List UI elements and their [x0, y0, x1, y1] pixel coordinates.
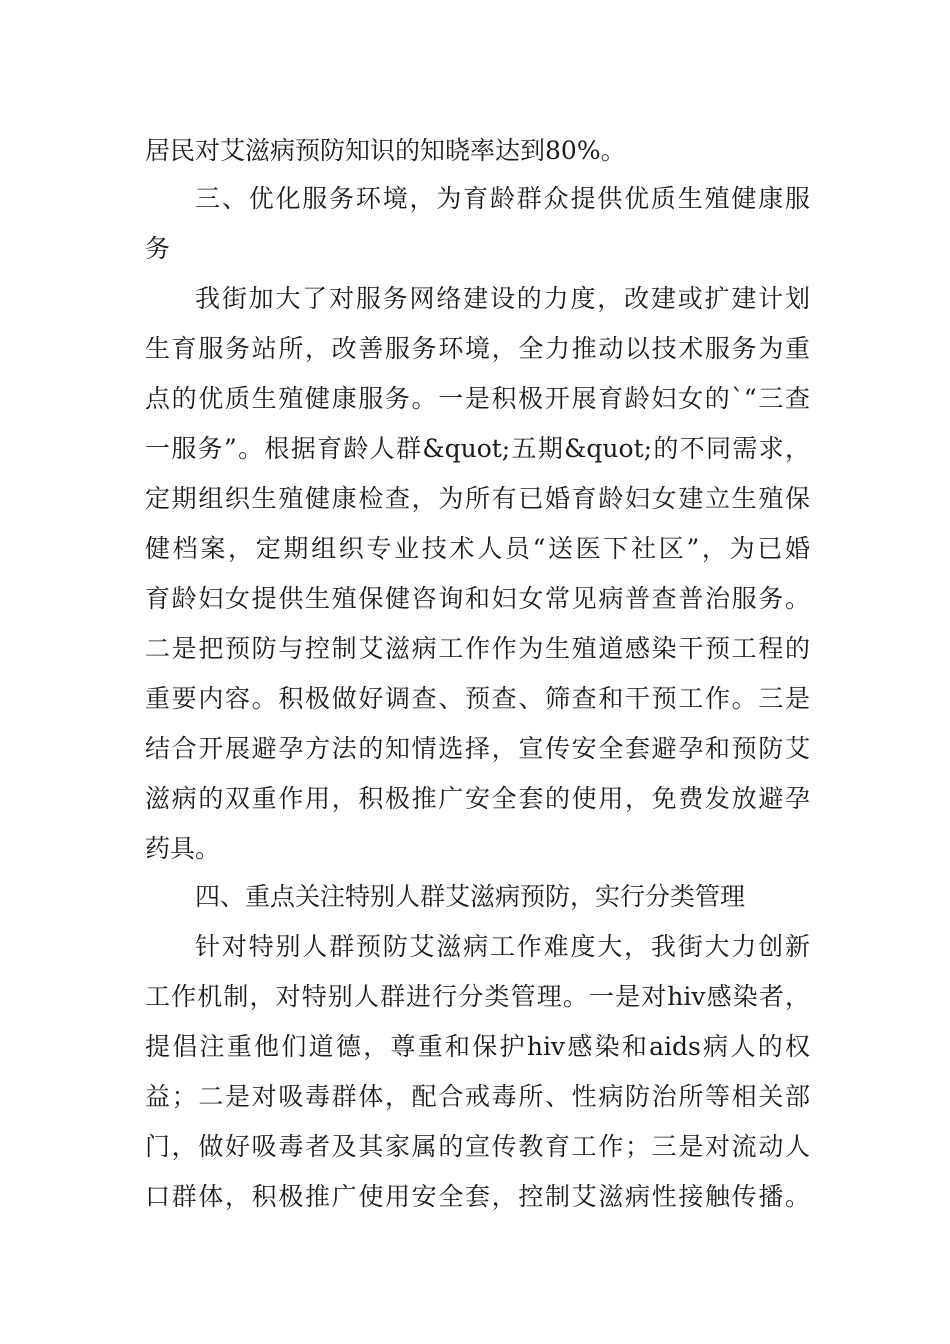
section-heading-continuation: 务 [145, 234, 171, 263]
body-text-line: 我街加大了对服务网络建设的力度，改建或扩建计划 [195, 284, 810, 313]
body-text-line: 益；二是对吸毒群体，配合戒毒所、性病防治所等相关部 [145, 1082, 810, 1111]
body-text-line: 定期组织生殖健康检查，为所有已婚育龄妇女建立生殖保 [145, 484, 810, 513]
body-text-line: 健档案，定期组织专业技术人员“送医下社区”，为已婚 [145, 534, 810, 563]
body-text-line: 结合开展避孕方法的知情选择，宣传安全套避孕和预防艾 [145, 734, 810, 763]
body-text-line: 育龄妇女提供生殖保健咨询和妇女常见病普查普治服务。 [145, 584, 810, 613]
body-text-line: 一服务”。根据育龄人群&quot;五期&quot;的不同需求， [145, 434, 810, 463]
body-text-line: 提倡注重他们道德，尊重和保护hiv感染和aids病人的权 [145, 1032, 810, 1061]
section-heading: 四、重点关注特别人群艾滋病预防，实行分类管理 [195, 882, 746, 911]
body-text-line: 居民对艾滋病预防知识的知晓率达到80%。 [145, 136, 626, 165]
body-text-line: 针对特别人群预防艾滋病工作难度大，我街大力创新 [195, 932, 810, 961]
body-text-line: 二是把预防与控制艾滋病工作作为生殖道感染干预工程的 [145, 634, 810, 663]
body-text-line: 点的优质生殖健康服务。一是积极开展育龄妇女的`“三查 [145, 384, 810, 413]
body-text-line: 药具。 [145, 834, 221, 863]
section-heading: 三、优化服务环境，为育龄群众提供优质生殖健康服 [195, 184, 810, 213]
body-text-line: 口群体，积极推广使用安全套，控制艾滋病性接触传播。 [145, 1182, 810, 1211]
body-text-line: 生育服务站所，改善服务环境，全力推动以技术服务为重 [145, 334, 810, 363]
body-text-line: 工作机制，对特别人群进行分类管理。一是对hiv感染者， [145, 982, 810, 1011]
body-text-line: 重要内容。积极做好调查、预查、筛查和干预工作。三是 [145, 684, 810, 713]
body-text-line: 门，做好吸毒者及其家属的宣传教育工作；三是对流动人 [145, 1132, 810, 1161]
body-text-line: 滋病的双重作用，积极推广安全套的使用，免费发放避孕 [145, 784, 810, 813]
